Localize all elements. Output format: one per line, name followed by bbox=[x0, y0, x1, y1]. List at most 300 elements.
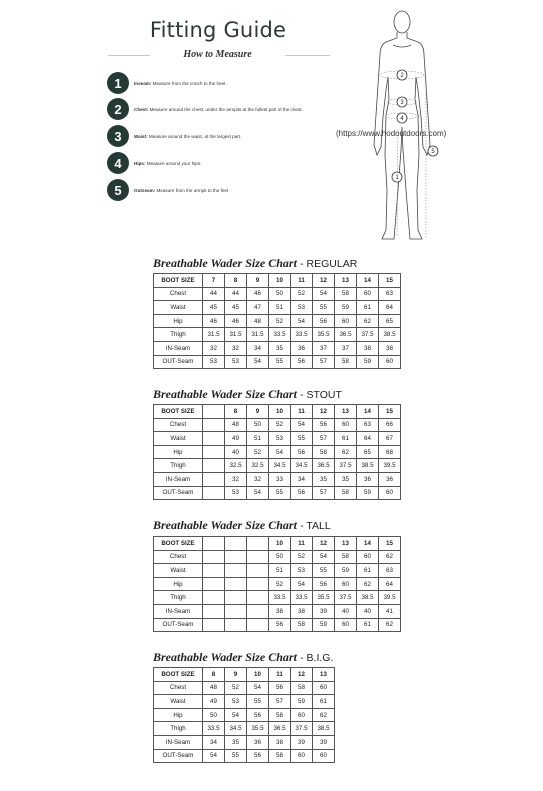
value-cell: 34.5 bbox=[225, 722, 247, 736]
value-cell: 60 bbox=[291, 749, 313, 763]
value-cell: 52 bbox=[291, 550, 313, 564]
value-cell: 61 bbox=[357, 564, 379, 578]
value-cell: 37.5 bbox=[335, 459, 357, 473]
value-cell bbox=[203, 472, 225, 486]
chart-title-stout bbox=[153, 387, 342, 402]
value-cell: 33.5 bbox=[269, 591, 291, 605]
header-cell: 15 bbox=[379, 537, 401, 551]
value-cell: 35 bbox=[313, 472, 335, 486]
body-measurement-figure bbox=[360, 5, 455, 245]
figure-head bbox=[394, 11, 410, 33]
value-cell: 68 bbox=[379, 445, 401, 459]
value-cell: 65 bbox=[357, 445, 379, 459]
header-cell: 12 bbox=[291, 668, 313, 682]
value-cell: 35 bbox=[269, 341, 291, 355]
header-cell: BOOT SIZE bbox=[154, 405, 203, 419]
value-cell: 66 bbox=[379, 418, 401, 432]
value-cell: 56 bbox=[247, 708, 269, 722]
header-cell: 8 bbox=[225, 405, 247, 419]
table-row bbox=[154, 735, 335, 749]
value-cell: 53 bbox=[269, 432, 291, 446]
value-cell: 53 bbox=[225, 486, 247, 500]
value-cell: 50 bbox=[247, 418, 269, 432]
chart-title-text: Breathable Wader Size Chart bbox=[153, 518, 297, 532]
header-cell: 13 bbox=[313, 668, 335, 682]
value-cell: 56 bbox=[313, 577, 335, 591]
value-cell: 35.5 bbox=[313, 328, 335, 342]
inseam-line bbox=[397, 129, 398, 237]
value-cell: 63 bbox=[379, 287, 401, 301]
value-cell: 51 bbox=[247, 432, 269, 446]
step-text bbox=[134, 81, 226, 86]
figure-collar bbox=[393, 45, 411, 47]
value-cell: 35 bbox=[225, 735, 247, 749]
value-cell bbox=[225, 564, 247, 578]
value-cell: 36 bbox=[357, 472, 379, 486]
header-cell: 8 bbox=[225, 274, 247, 288]
value-cell: 62 bbox=[313, 708, 335, 722]
value-cell: 32 bbox=[225, 472, 247, 486]
value-cell: 38 bbox=[269, 735, 291, 749]
value-cell bbox=[225, 591, 247, 605]
value-cell: 60 bbox=[335, 577, 357, 591]
header-cell: 11 bbox=[291, 405, 313, 419]
table-row bbox=[154, 314, 401, 328]
row-label-cell: Waist bbox=[154, 432, 203, 446]
value-cell: 64 bbox=[379, 577, 401, 591]
header-cell: 9 bbox=[225, 668, 247, 682]
value-cell bbox=[225, 577, 247, 591]
value-cell: 36 bbox=[291, 341, 313, 355]
table-header-row bbox=[154, 405, 401, 419]
header-cell: 14 bbox=[357, 537, 379, 551]
header-cell: 7 bbox=[203, 274, 225, 288]
value-cell: 36.5 bbox=[313, 459, 335, 473]
marker-2-label: 2 bbox=[400, 73, 404, 80]
value-cell: 36 bbox=[247, 735, 269, 749]
value-cell: 57 bbox=[269, 695, 291, 709]
table-row bbox=[154, 355, 401, 369]
row-label-cell: Hip bbox=[154, 314, 203, 328]
value-cell: 56 bbox=[269, 681, 291, 695]
header-cell: 9 bbox=[247, 405, 269, 419]
value-cell: 52 bbox=[269, 577, 291, 591]
value-cell: 54 bbox=[313, 550, 335, 564]
step-outseam bbox=[107, 178, 228, 202]
row-label-cell: Waist bbox=[154, 564, 203, 578]
marker-4-label: 4 bbox=[400, 116, 404, 123]
value-cell: 55 bbox=[269, 355, 291, 369]
table-header-row bbox=[154, 668, 335, 682]
value-cell: 60 bbox=[335, 618, 357, 632]
value-cell: 56 bbox=[269, 618, 291, 632]
header-cell: 10 bbox=[269, 274, 291, 288]
value-cell: 35.5 bbox=[247, 722, 269, 736]
table-row bbox=[154, 418, 401, 432]
value-cell: 56 bbox=[291, 445, 313, 459]
step-waist bbox=[107, 124, 241, 148]
step-chest bbox=[107, 97, 303, 121]
row-label-cell: Thigh bbox=[154, 328, 203, 342]
value-cell: 67 bbox=[379, 432, 401, 446]
value-cell: 38.5 bbox=[357, 459, 379, 473]
value-cell: 45 bbox=[225, 301, 247, 315]
chart-title-text: Breathable Wader Size Chart bbox=[153, 387, 297, 401]
row-label-cell: Waist bbox=[154, 301, 203, 315]
value-cell: 33 bbox=[269, 472, 291, 486]
value-cell: 39 bbox=[313, 604, 335, 618]
chart-title-text: Breathable Wader Size Chart bbox=[153, 650, 297, 664]
value-cell: 47 bbox=[247, 301, 269, 315]
header-cell: 10 bbox=[269, 537, 291, 551]
header-cell: 15 bbox=[379, 274, 401, 288]
value-cell: 53 bbox=[203, 355, 225, 369]
chart-title-suffix: - B.I.G. bbox=[300, 652, 334, 664]
value-cell: 37 bbox=[313, 341, 335, 355]
table-row bbox=[154, 695, 335, 709]
value-cell: 34.5 bbox=[291, 459, 313, 473]
table-row bbox=[154, 591, 401, 605]
value-cell: 35.5 bbox=[313, 591, 335, 605]
size-table-big bbox=[153, 667, 335, 763]
value-cell: 32 bbox=[203, 341, 225, 355]
value-cell: 58 bbox=[313, 445, 335, 459]
value-cell: 56 bbox=[247, 749, 269, 763]
value-cell bbox=[203, 486, 225, 500]
table-row bbox=[154, 472, 401, 486]
step-label: Outseam: bbox=[134, 187, 156, 193]
size-table-regular bbox=[153, 273, 401, 369]
header-cell: 8 bbox=[203, 668, 225, 682]
value-cell: 44 bbox=[203, 287, 225, 301]
value-cell bbox=[225, 618, 247, 632]
row-label-cell: Chest bbox=[154, 287, 203, 301]
table-row bbox=[154, 432, 401, 446]
value-cell bbox=[203, 445, 225, 459]
header-cell: 12 bbox=[313, 405, 335, 419]
value-cell: 62 bbox=[379, 550, 401, 564]
value-cell: 51 bbox=[269, 564, 291, 578]
value-cell: 59 bbox=[335, 564, 357, 578]
value-cell: 60 bbox=[335, 418, 357, 432]
step-label: Inseam: bbox=[134, 80, 152, 86]
value-cell: 41 bbox=[379, 604, 401, 618]
value-cell: 32 bbox=[247, 472, 269, 486]
value-cell: 54 bbox=[291, 577, 313, 591]
header-cell: 11 bbox=[291, 537, 313, 551]
value-cell: 53 bbox=[291, 301, 313, 315]
value-cell: 58 bbox=[269, 749, 291, 763]
value-cell: 36 bbox=[379, 472, 401, 486]
value-cell: 32.5 bbox=[247, 459, 269, 473]
value-cell: 56 bbox=[291, 355, 313, 369]
value-cell bbox=[247, 591, 269, 605]
value-cell: 54 bbox=[247, 486, 269, 500]
table-row bbox=[154, 604, 401, 618]
chart-title-suffix: - STOUT bbox=[300, 389, 342, 401]
header-cell bbox=[225, 537, 247, 551]
value-cell: 58 bbox=[269, 708, 291, 722]
size-table-tall bbox=[153, 536, 401, 632]
table-header-row bbox=[154, 274, 401, 288]
value-cell: 40 bbox=[357, 604, 379, 618]
header-cell bbox=[247, 537, 269, 551]
value-cell: 59 bbox=[335, 301, 357, 315]
value-cell: 55 bbox=[313, 564, 335, 578]
value-cell: 38.5 bbox=[357, 591, 379, 605]
value-cell: 40 bbox=[335, 604, 357, 618]
divider-left bbox=[108, 55, 150, 56]
value-cell: 37 bbox=[335, 341, 357, 355]
value-cell: 56 bbox=[291, 486, 313, 500]
value-cell bbox=[247, 564, 269, 578]
header-cell: 14 bbox=[357, 274, 379, 288]
value-cell: 39 bbox=[291, 735, 313, 749]
value-cell: 34 bbox=[291, 472, 313, 486]
page-subtitle: How to Measure bbox=[183, 49, 252, 60]
value-cell: 52 bbox=[225, 681, 247, 695]
value-cell: 46 bbox=[247, 287, 269, 301]
row-label-cell: Waist bbox=[154, 695, 203, 709]
size-table-stout bbox=[153, 404, 401, 500]
value-cell: 36.5 bbox=[269, 722, 291, 736]
value-cell: 58 bbox=[335, 287, 357, 301]
value-cell: 54 bbox=[247, 681, 269, 695]
value-cell: 39.5 bbox=[379, 591, 401, 605]
header-cell bbox=[203, 405, 225, 419]
value-cell: 61 bbox=[313, 695, 335, 709]
table-row bbox=[154, 486, 401, 500]
table-row bbox=[154, 341, 401, 355]
value-cell: 45 bbox=[203, 301, 225, 315]
value-cell: 57 bbox=[313, 355, 335, 369]
value-cell: 58 bbox=[335, 486, 357, 500]
value-cell: 62 bbox=[379, 618, 401, 632]
row-label-cell: OUT-Seam bbox=[154, 355, 203, 369]
value-cell: 36.5 bbox=[335, 328, 357, 342]
row-label-cell: Hip bbox=[154, 708, 203, 722]
value-cell: 60 bbox=[379, 486, 401, 500]
value-cell: 65 bbox=[379, 314, 401, 328]
value-cell: 55 bbox=[291, 432, 313, 446]
step-number: 3 bbox=[107, 125, 129, 147]
page-title: Fitting Guide bbox=[149, 18, 287, 42]
figure-markers bbox=[392, 70, 438, 182]
value-cell bbox=[203, 564, 225, 578]
value-cell bbox=[203, 459, 225, 473]
row-label-cell: Thigh bbox=[154, 459, 203, 473]
step-description: Measure from the armpit to the feet bbox=[156, 187, 229, 193]
value-cell bbox=[203, 550, 225, 564]
value-cell: 34.5 bbox=[269, 459, 291, 473]
row-label-cell: IN-Seam bbox=[154, 735, 203, 749]
chart-title-suffix: - TALL bbox=[300, 520, 331, 532]
header-cell: BOOT SIZE bbox=[154, 537, 203, 551]
value-cell: 61 bbox=[357, 618, 379, 632]
value-cell: 39.5 bbox=[379, 459, 401, 473]
value-cell: 58 bbox=[291, 681, 313, 695]
value-cell bbox=[225, 604, 247, 618]
header-cell: 11 bbox=[291, 274, 313, 288]
value-cell bbox=[203, 577, 225, 591]
header-cell: 10 bbox=[269, 405, 291, 419]
value-cell: 57 bbox=[313, 432, 335, 446]
value-cell: 61 bbox=[335, 432, 357, 446]
value-cell: 52 bbox=[269, 418, 291, 432]
value-cell: 32 bbox=[225, 341, 247, 355]
table-row bbox=[154, 550, 401, 564]
step-description: Measure around the waist, at the largest part. bbox=[148, 133, 242, 139]
header-cell: 14 bbox=[357, 405, 379, 419]
step-description: Measure around your hips. bbox=[146, 160, 202, 166]
value-cell: 54 bbox=[269, 445, 291, 459]
value-cell: 55 bbox=[225, 749, 247, 763]
value-cell: 48 bbox=[203, 681, 225, 695]
value-cell: 63 bbox=[357, 418, 379, 432]
step-label: Waist: bbox=[134, 133, 148, 139]
header-cell: 12 bbox=[313, 274, 335, 288]
value-cell: 58 bbox=[291, 618, 313, 632]
row-label-cell: Hip bbox=[154, 445, 203, 459]
value-cell bbox=[203, 618, 225, 632]
table-row bbox=[154, 459, 401, 473]
value-cell bbox=[203, 591, 225, 605]
row-label-cell: Chest bbox=[154, 550, 203, 564]
value-cell bbox=[225, 550, 247, 564]
value-cell: 54 bbox=[291, 418, 313, 432]
value-cell: 39 bbox=[313, 735, 335, 749]
value-cell: 31.5 bbox=[203, 328, 225, 342]
value-cell: 48 bbox=[225, 418, 247, 432]
value-cell: 48 bbox=[247, 314, 269, 328]
chart-title-tall bbox=[153, 518, 331, 533]
chart-title-text: Breathable Wader Size Chart bbox=[153, 256, 297, 270]
step-number: 5 bbox=[107, 179, 129, 201]
value-cell: 33.5 bbox=[291, 591, 313, 605]
value-cell: 54 bbox=[203, 749, 225, 763]
value-cell: 57 bbox=[313, 486, 335, 500]
value-cell: 40 bbox=[225, 445, 247, 459]
header-cell: 12 bbox=[313, 537, 335, 551]
value-cell: 50 bbox=[269, 550, 291, 564]
value-cell: 38 bbox=[291, 604, 313, 618]
divider-right bbox=[285, 55, 330, 56]
table-row bbox=[154, 722, 335, 736]
value-cell: 59 bbox=[357, 486, 379, 500]
value-cell: 59 bbox=[313, 618, 335, 632]
value-cell: 49 bbox=[225, 432, 247, 446]
row-label-cell: Chest bbox=[154, 418, 203, 432]
value-cell: 60 bbox=[291, 708, 313, 722]
value-cell: 61 bbox=[357, 301, 379, 315]
value-cell: 53 bbox=[291, 564, 313, 578]
row-label-cell: IN-Seam bbox=[154, 341, 203, 355]
header-cell: 13 bbox=[335, 274, 357, 288]
value-cell: 38.5 bbox=[313, 722, 335, 736]
value-cell: 52 bbox=[291, 287, 313, 301]
value-cell bbox=[247, 550, 269, 564]
value-cell: 35 bbox=[335, 472, 357, 486]
step-number: 4 bbox=[107, 152, 129, 174]
value-cell: 52 bbox=[247, 445, 269, 459]
value-cell bbox=[247, 618, 269, 632]
value-cell: 37.5 bbox=[357, 328, 379, 342]
row-label-cell: Thigh bbox=[154, 722, 203, 736]
value-cell: 60 bbox=[357, 550, 379, 564]
step-number: 1 bbox=[107, 72, 129, 94]
table-row bbox=[154, 681, 335, 695]
step-text bbox=[134, 161, 201, 166]
step-label: Hips: bbox=[134, 160, 146, 166]
website-url: (https://www.hodoutdoors.com) bbox=[336, 129, 447, 138]
table-row bbox=[154, 564, 401, 578]
table-row bbox=[154, 708, 335, 722]
table-row bbox=[154, 328, 401, 342]
value-cell: 54 bbox=[291, 314, 313, 328]
value-cell: 46 bbox=[203, 314, 225, 328]
marker-5-label: 5 bbox=[431, 149, 435, 156]
step-number: 2 bbox=[107, 98, 129, 120]
header-cell: 9 bbox=[247, 274, 269, 288]
row-label-cell: IN-Seam bbox=[154, 604, 203, 618]
value-cell: 49 bbox=[203, 695, 225, 709]
value-cell: 44 bbox=[225, 287, 247, 301]
value-cell bbox=[203, 418, 225, 432]
value-cell: 60 bbox=[313, 681, 335, 695]
chart-title-suffix: - REGULAR bbox=[300, 258, 358, 270]
value-cell: 50 bbox=[269, 287, 291, 301]
step-label: Chest: bbox=[134, 106, 149, 112]
value-cell bbox=[203, 432, 225, 446]
table-row bbox=[154, 287, 401, 301]
row-label-cell: IN-Seam bbox=[154, 472, 203, 486]
row-label-cell: OUT-Seam bbox=[154, 618, 203, 632]
table-row bbox=[154, 749, 335, 763]
value-cell: 34 bbox=[203, 735, 225, 749]
value-cell: 51 bbox=[269, 301, 291, 315]
value-cell: 53 bbox=[225, 695, 247, 709]
value-cell: 54 bbox=[313, 287, 335, 301]
chart-title-big bbox=[153, 650, 333, 665]
value-cell: 52 bbox=[269, 314, 291, 328]
value-cell: 56 bbox=[313, 418, 335, 432]
step-inseam bbox=[107, 71, 226, 95]
value-cell: 63 bbox=[379, 564, 401, 578]
value-cell: 55 bbox=[313, 301, 335, 315]
value-cell: 33.5 bbox=[203, 722, 225, 736]
value-cell: 38 bbox=[269, 604, 291, 618]
value-cell: 53 bbox=[225, 355, 247, 369]
value-cell bbox=[247, 577, 269, 591]
chart-title-regular bbox=[153, 256, 357, 271]
value-cell: 32.5 bbox=[225, 459, 247, 473]
value-cell: 38 bbox=[379, 341, 401, 355]
value-cell: 60 bbox=[335, 314, 357, 328]
row-label-cell: Chest bbox=[154, 681, 203, 695]
row-label-cell: OUT-Seam bbox=[154, 749, 203, 763]
step-text bbox=[134, 134, 241, 139]
step-text bbox=[134, 107, 303, 112]
value-cell bbox=[203, 604, 225, 618]
value-cell: 62 bbox=[357, 314, 379, 328]
value-cell: 38 bbox=[357, 341, 379, 355]
marker-1-label: 1 bbox=[395, 175, 399, 182]
table-row bbox=[154, 577, 401, 591]
value-cell: 33.5 bbox=[291, 328, 313, 342]
value-cell: 62 bbox=[335, 445, 357, 459]
value-cell: 31.5 bbox=[247, 328, 269, 342]
marker-3-label: 3 bbox=[400, 100, 404, 107]
